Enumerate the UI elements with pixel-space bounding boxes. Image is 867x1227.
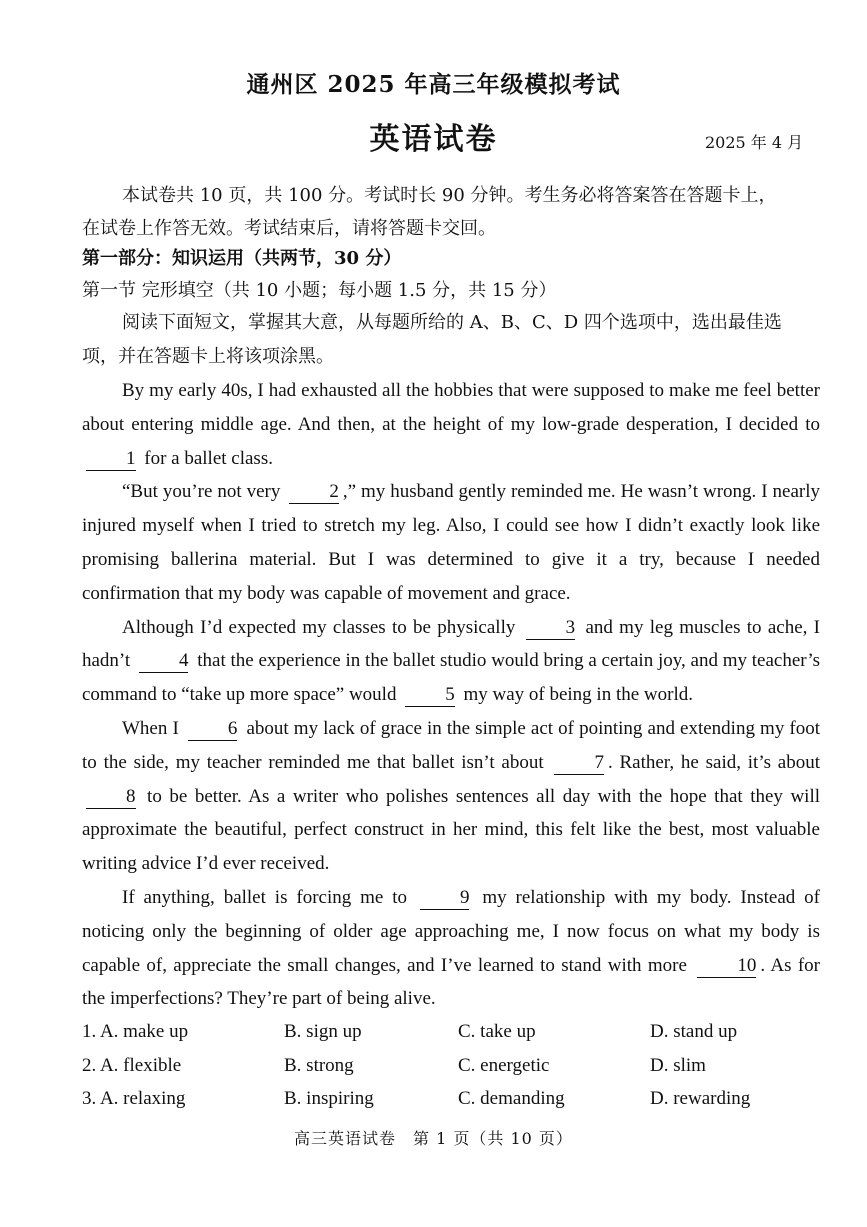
page-footer: 高三英语试卷 第 1 页（共 10 页） <box>294 1129 573 1148</box>
blank-4: 4 <box>139 650 189 673</box>
option-2d: D. slim <box>650 1054 706 1076</box>
paragraph-1 <box>82 374 820 475</box>
blank-1: 1 <box>86 448 136 471</box>
text: By my early 40s, I had exhausted all the hobbies that were supposed to make me feel better about entering middle age. And then, at the height of my low-grade desperation, I decided to <box>82 380 820 435</box>
option-1c: C. take up <box>458 1021 536 1042</box>
text: “But you’re not very <box>122 481 281 503</box>
text: to be better. As a writer who polishes sentences all day with the hope that they will approximate the beautiful, perfect construct in her mind, this felt like the best, most valuable writing advice I’d ever received. <box>82 785 820 875</box>
section1-heading: 第一节 完形填空（共 10 小题；每小题 1.5 分，共 15 分） <box>82 280 557 301</box>
option-1a: 1. A. make up <box>82 1021 189 1042</box>
cloze-passage <box>82 374 820 1016</box>
text: ,” my husband gently reminded me. He wasn’t wrong. I nearly injured myself when I tried to stretch my leg. Also, I could see how I didn’t exactly look like promising ballerina material. But I was determined to give it a try, because I needed confirmation that my body was capable of movement and grace. <box>82 481 821 604</box>
text: Although I’d expected my classes to be physically <box>122 616 516 638</box>
blank-8: 8 <box>86 786 136 809</box>
paragraph-2 <box>82 475 820 610</box>
directions-line-1: 阅读下面短文，掌握其大意，从每题所给的 A、B、C、D 四个选项中，选出最佳选 <box>122 312 782 333</box>
option-2a: 2. A. flexible <box>82 1054 182 1076</box>
directions-line-2: 项，并在答题卡上将该项涂黑。 <box>82 346 334 367</box>
option-2c: C. energetic <box>458 1054 550 1076</box>
blank-9: 9 <box>420 887 470 910</box>
option-2b: B. strong <box>284 1054 354 1076</box>
subject-title: 英语试卷 <box>369 122 498 157</box>
text: When I <box>122 717 179 739</box>
blank-7: 7 <box>554 752 604 775</box>
text: my way of being in the world. <box>463 684 693 706</box>
blank-6: 6 <box>188 718 238 741</box>
option-3b: B. inspiring <box>284 1088 374 1109</box>
options-row-2 <box>82 1055 822 1089</box>
exam-date: 2025 年 4 月 <box>705 133 804 152</box>
option-3a: 3. A. relaxing <box>82 1088 186 1109</box>
option-1d: D. stand up <box>650 1021 738 1042</box>
text: . As for the imperfections? They’re part of being alive. <box>82 954 821 1010</box>
option-3c: C. demanding <box>458 1088 565 1109</box>
option-1b: B. sign up <box>284 1021 362 1042</box>
part1-heading: 第一部分：知识运用（共两节，30 分） <box>82 248 402 269</box>
blank-5: 5 <box>405 684 455 707</box>
options-row-3 <box>82 1088 822 1122</box>
blank-10: 10 <box>697 955 756 978</box>
blank-2: 2 <box>289 481 339 504</box>
text: about my lack of grace in the simple act of pointing and extending my foot to the side, my teacher reminded me that ballet isn’t about <box>82 717 821 773</box>
instructions-line-2: 在试卷上作答无效。考试结束后，请将答题卡交回。 <box>82 218 496 239</box>
option-3d: D. rewarding <box>650 1088 751 1109</box>
paragraph-3 <box>82 611 820 712</box>
text: and my leg muscles to ache, I hadn’t <box>82 616 821 672</box>
instructions-line-1: 本试卷共 10 页，共 100 分。考试时长 90 分钟。考生务必将答案答在答题卡上， <box>122 185 777 206</box>
text: for a ballet class. <box>144 447 273 469</box>
paragraph-5 <box>82 881 820 1016</box>
blank-3: 3 <box>526 617 576 640</box>
text: If anything, ballet is forcing me to <box>122 886 408 908</box>
paragraph-4 <box>82 712 820 881</box>
options-row-1 <box>82 1021 822 1055</box>
options-list <box>82 1021 822 1122</box>
exam-title: 通州区 2025 年高三年级模拟考试 <box>246 71 621 98</box>
text: . Rather, he said, it’s about <box>607 751 820 773</box>
text: my relationship with my body. Instead of noticing only the beginning of older age approaching me, I now focus on what my body is capable of, appreciate the small changes, and I’ve learned to stand with more <box>82 886 821 976</box>
text: that the experience in the ballet studio would bring a certain joy, and my teacher’s command to “take up more space” would <box>82 650 820 706</box>
